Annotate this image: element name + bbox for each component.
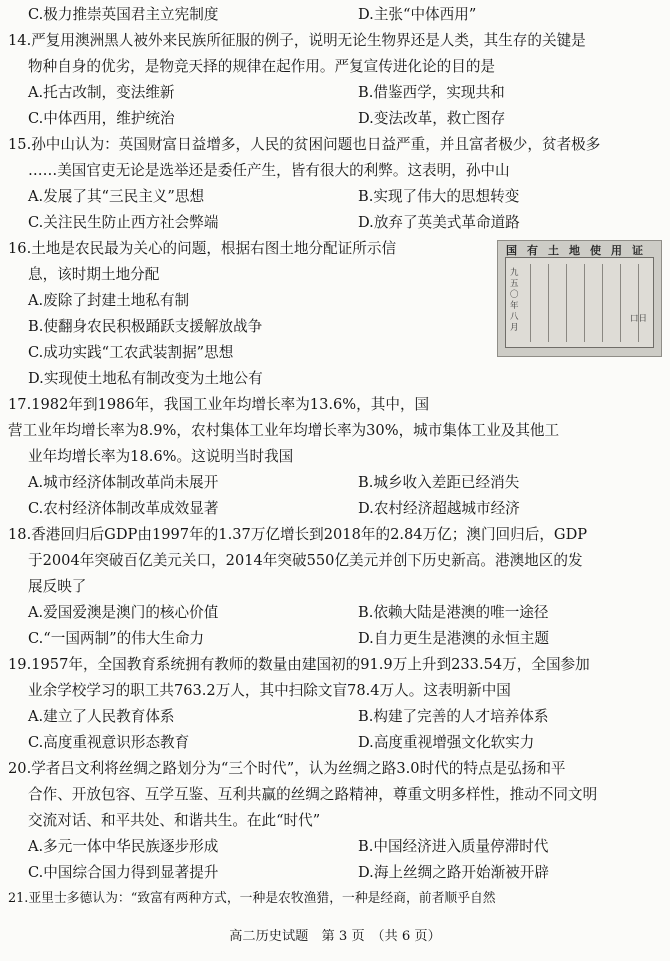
q18-option-a: A.爱国爱澳是澳门的核心价值 <box>28 604 219 621</box>
q18-option-c: C.“一国两制”的伟大生命力 <box>28 630 205 647</box>
land-certificate-title: 国有土地使用证 <box>506 244 653 257</box>
q20-option-c: C.中国综合国力得到显著提升 <box>28 864 219 881</box>
q18-option-d: D.自力更生是港澳的永恒主题 <box>358 630 549 647</box>
q17-option-a: A.城市经济体制改革尚未展开 <box>28 474 219 491</box>
q14-stem-line2: 物种自身的优劣，是物竞天择的规律在起作用。严复宣传进化论的目的是 <box>28 58 496 75</box>
q18-stem-line1: 18.香港回归后GDP由1997年的1.37万亿增长到2018年的2.84万亿；澳门回归后，GDP <box>8 526 588 543</box>
q17-stem-line2: 营工业年均增长率为8.9%，农村集体工业年均增长率为30%，城市集体工业及其他工 <box>8 422 560 439</box>
q17-stem-line1: 17.1982年到1986年，我国工业年均增长率为13.6%，其中，国 <box>8 396 430 413</box>
land-certificate-frame <box>505 257 654 348</box>
q20-stem-line2: 合作、开放包容、互学互鉴、互利共赢的丝绸之路精神，尊重文明多样性，推动不同文明 <box>28 786 598 803</box>
q19-option-a: A.建立了人民教育体系 <box>28 708 175 725</box>
q14-option-d: D.变法改革，救亡图存 <box>358 110 506 127</box>
certificate-rule <box>602 264 603 342</box>
q17-stem-line3: 业年均增长率为18.6%。这说明当时我国 <box>28 448 294 465</box>
q15-option-c: C.关注民生防止西方社会弊端 <box>28 214 219 231</box>
q20-option-d: D.海上丝绸之路开始渐被开辟 <box>358 864 549 881</box>
page-footer: 高二历史试题 第 3 页 （共 6 页） <box>229 929 441 944</box>
q14-option-b: B.借鉴西学，实现共和 <box>358 84 505 101</box>
certificate-rule <box>566 264 567 342</box>
land-certificate-date: 口日 <box>629 314 647 324</box>
q14-stem-line1: 14.严复用澳洲黑人被外来民族所征服的例子，说明无论生物界还是人类，其生存的关键是 <box>8 32 586 49</box>
q17-option-b: B.城乡收入差距已经消失 <box>358 474 520 491</box>
q16-stem-line1: 16.土地是农民最为关心的问题，根据右图土地分配证所示信 <box>8 240 397 257</box>
q19-option-b: B.构建了完善的人才培养体系 <box>358 708 549 725</box>
q15-stem-line2: ……美国官吏无论是选举还是委任产生，皆有很大的利弊。这表明，孙中山 <box>28 162 510 179</box>
q15-stem-line1: 15.孙中山认为：英国财富日益增多，人民的贫困问题也日益严重，并且富者极少，贫者极多 <box>8 136 601 153</box>
q19-option-d: D.高度重视增强文化软实力 <box>358 734 535 751</box>
q19-option-c: C.高度重视意识形态教育 <box>28 734 190 751</box>
q18-option-b: B.依赖大陆是港澳的唯一途径 <box>358 604 549 621</box>
q15-option-b: B.实现了伟大的思想转变 <box>358 188 520 205</box>
q14-option-c: C.中体西用，维护统治 <box>28 110 175 127</box>
q20-stem-line3: 交流对话、和平共处、和谐共生。在此“时代” <box>28 812 321 829</box>
q16-option-c: C.成功实践“工农武装割据”思想 <box>28 344 234 361</box>
certificate-rule <box>530 264 531 342</box>
q19-stem-line2: 业余学校学习的职工共763.2万人，其中扫除文盲78.4万人。这表明新中国 <box>28 682 511 699</box>
land-certificate-stamp-text: 九五〇年八月 <box>510 268 519 333</box>
q21-stem-line1: 21.亚里士多德认为：“致富有两种方式，一种是农牧渔猎，一种是经商，前者顺乎自然 <box>8 891 496 906</box>
q20-option-b: B.中国经济进入质量停滞时代 <box>358 838 549 855</box>
certificate-rule <box>638 264 639 342</box>
q16-option-d: D.实现使土地私有制改变为土地公有 <box>28 370 263 387</box>
q19-stem-line1: 19.1957年，全国教育系统拥有教师的数量由建国初的91.9万上升到233.54万，全国参加 <box>8 656 590 673</box>
q14-option-a: A.托古改制，变法维新 <box>28 84 175 101</box>
q15-option-d: D.放弃了英美式革命道路 <box>358 214 520 231</box>
q13-option-c: C.极力推崇英国君主立宪制度 <box>28 6 219 23</box>
q16-stem-line2: 息，该时期土地分配 <box>28 266 160 283</box>
certificate-rule <box>584 264 585 342</box>
q13-option-d: D.主张“中体西用” <box>358 6 477 23</box>
q18-stem-line3: 展反映了 <box>28 578 87 595</box>
q17-option-d: D.农村经济超越城市经济 <box>358 500 520 517</box>
q16-option-a: A.废除了封建土地私有制 <box>28 292 190 309</box>
q15-option-a: A.发展了其“三民主义”思想 <box>28 188 205 205</box>
q21-q22-continuation <box>0 886 670 918</box>
q20-option-a: A.多元一体中华民族逐步形成 <box>28 838 219 855</box>
q20-stem-line1: 20.学者吕文利将丝绸之路划分为“三个时代”，认为丝绸之路3.0时代的特点是弘扬和平 <box>8 760 566 777</box>
q17-option-c: C.农村经济体制改革成效显著 <box>28 500 219 517</box>
land-certificate-image <box>497 240 662 357</box>
certificate-rule <box>548 264 549 342</box>
q16-option-b: B.使翻身农民积极踊跃支援解放战争 <box>28 318 263 335</box>
certificate-rule <box>620 264 621 342</box>
q18-stem-line2: 于2004年突破百亿美元关口，2014年突破550亿美元并创下历史新高。港澳地区的发 <box>28 552 583 569</box>
